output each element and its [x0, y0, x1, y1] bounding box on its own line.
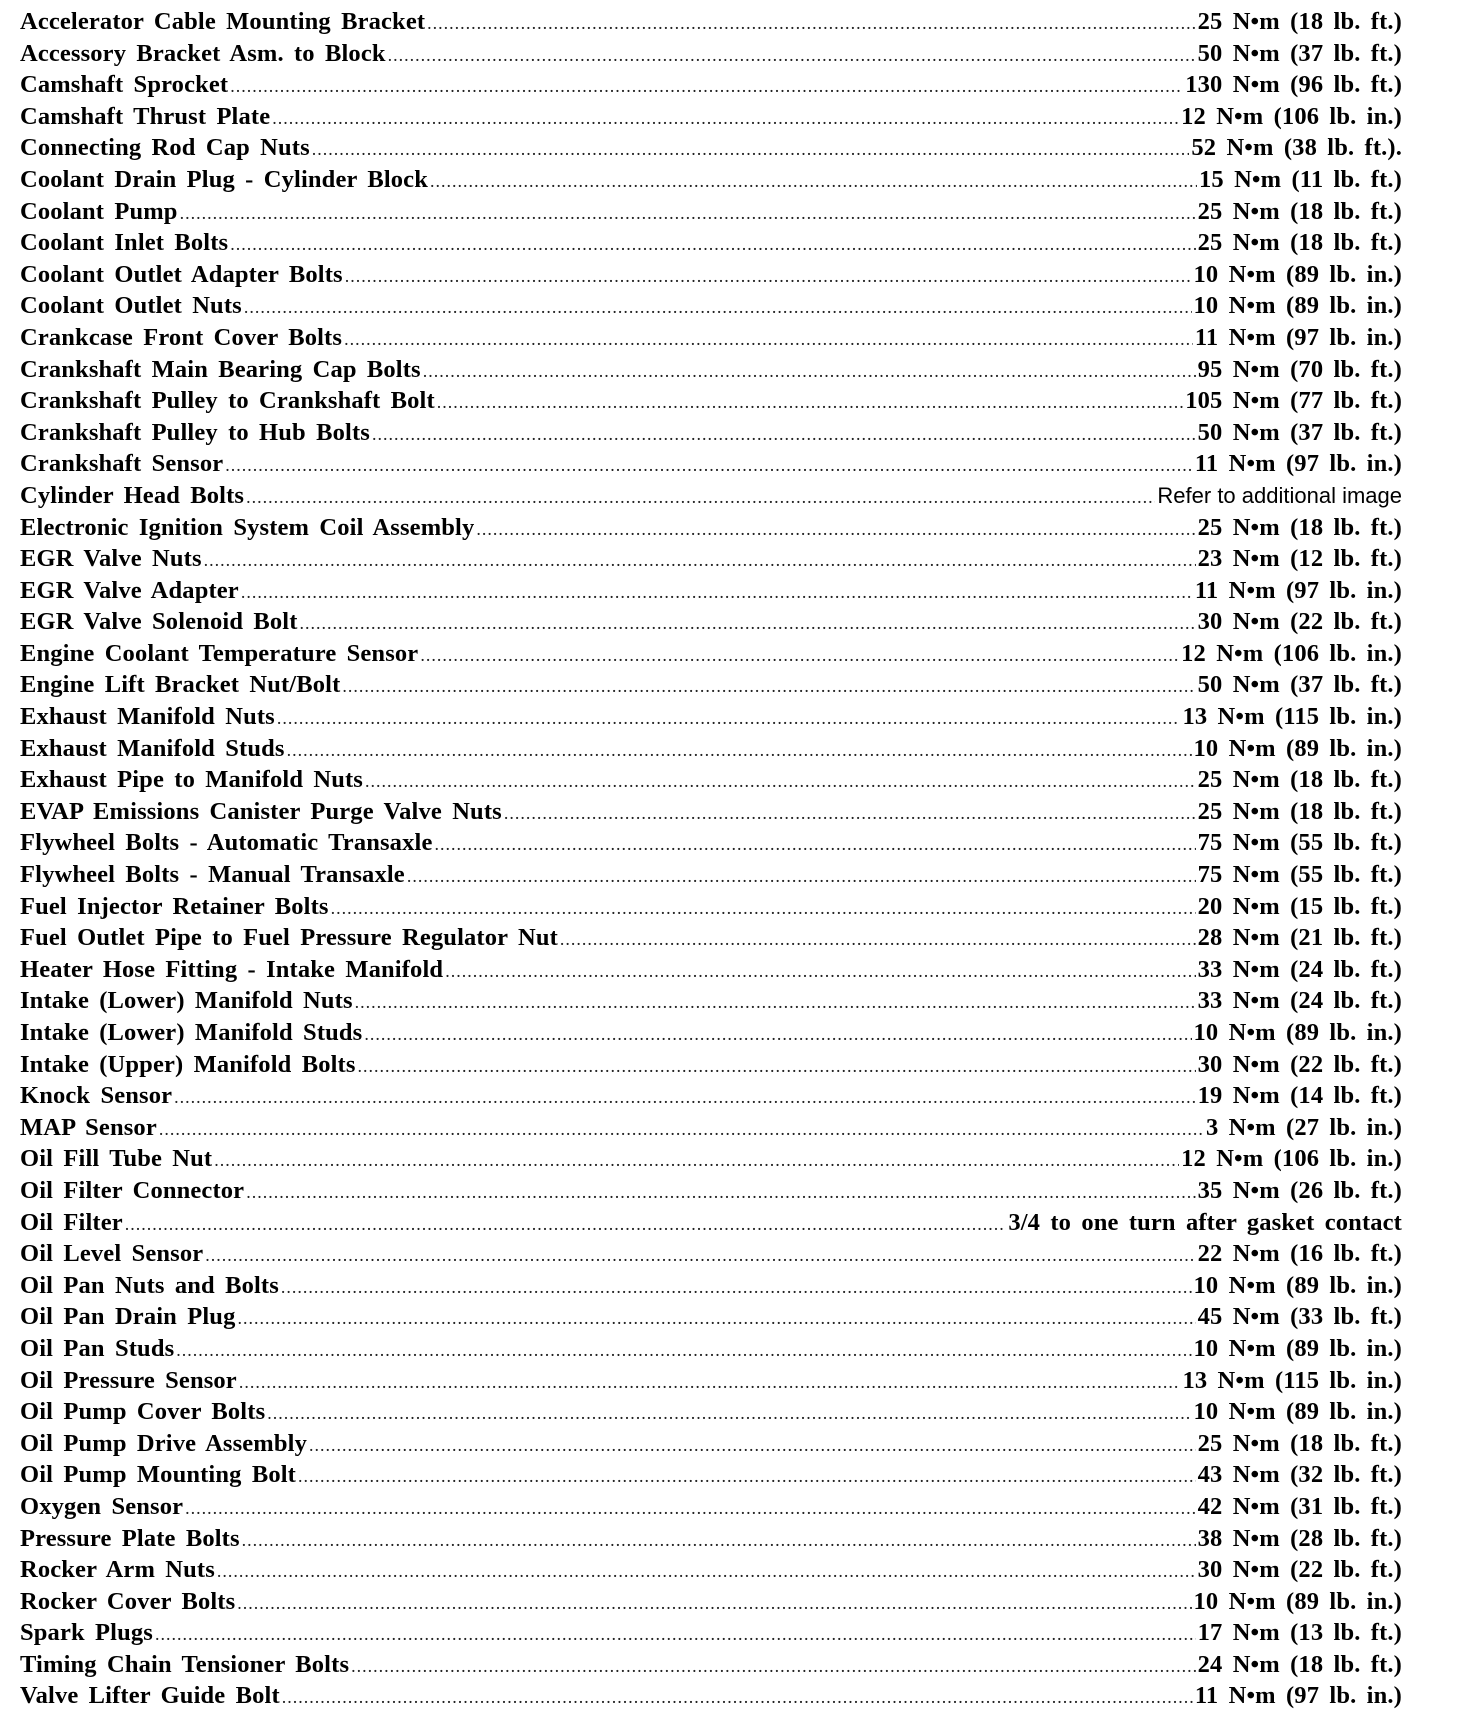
spec-torque-value: 3/4 to one turn after gasket contact — [1008, 1208, 1402, 1236]
dot-leader — [331, 898, 1196, 919]
spec-item-name: Flywheel Bolts - Manual Transaxle — [20, 861, 405, 889]
spec-row — [20, 1525, 1402, 1557]
spec-row — [20, 292, 1402, 324]
dot-leader — [445, 961, 1195, 982]
spec-item-name: Oil Pan Studs — [20, 1334, 175, 1362]
dot-leader — [309, 1435, 1196, 1456]
spec-item-name: Fuel Injector Retainer Bolts — [20, 892, 329, 920]
spec-item-name: Crankcase Front Cover Bolts — [20, 323, 343, 351]
spec-row — [20, 1177, 1402, 1209]
spec-torque-value: 35 N•m (26 lb. ft.) — [1197, 1176, 1402, 1204]
spec-row — [20, 861, 1402, 893]
spec-row — [20, 1619, 1402, 1651]
spec-row — [20, 166, 1402, 198]
spec-item-name: Engine Lift Bracket Nut/Bolt — [20, 671, 341, 699]
spec-torque-value: 50 N•m (37 lb. ft.) — [1197, 671, 1402, 699]
spec-torque-value: 3 N•m (27 lb. in.) — [1205, 1113, 1402, 1141]
spec-torque-value: 11 N•m (97 lb. in.) — [1194, 576, 1402, 604]
spec-item-name: Crankshaft Pulley to Crankshaft Bolt — [20, 387, 435, 415]
spec-item-name: Knock Sensor — [20, 1082, 173, 1110]
dot-leader — [388, 45, 1196, 66]
spec-item-name: Intake (Lower) Manifold Nuts — [20, 987, 353, 1015]
spec-row — [20, 703, 1402, 735]
spec-item-name: Oil Pump Mounting Bolt — [20, 1461, 296, 1489]
spec-item-name: Oil Pan Nuts and Bolts — [20, 1271, 279, 1299]
spec-row — [20, 671, 1402, 703]
spec-item-name: Coolant Outlet Nuts — [20, 292, 242, 320]
spec-item-name: Timing Chain Tensioner Bolts — [20, 1650, 350, 1678]
dot-leader — [560, 929, 1196, 950]
dot-leader — [239, 1372, 1181, 1393]
spec-torque-value: 33 N•m (24 lb. ft.) — [1197, 955, 1402, 983]
dot-leader — [344, 329, 1193, 350]
spec-row — [20, 893, 1402, 925]
spec-item-name: Heater Hose Fitting - Intake Manifold — [20, 955, 444, 983]
dot-leader — [427, 13, 1195, 34]
dot-leader — [205, 1245, 1195, 1266]
dot-leader — [281, 1277, 1192, 1298]
spec-item-name: MAP Sensor — [20, 1113, 157, 1141]
spec-item-name: Flywheel Bolts - Automatic Transaxle — [20, 829, 433, 857]
dot-leader — [176, 1340, 1191, 1361]
dot-leader — [204, 550, 1196, 571]
spec-row — [20, 387, 1402, 419]
dot-leader — [125, 1214, 1007, 1235]
spec-torque-value: 10 N•m (89 lb. in.) — [1193, 1271, 1402, 1299]
spec-row — [20, 1272, 1402, 1304]
spec-row — [20, 1398, 1402, 1430]
spec-item-name: Oil Pump Cover Bolts — [20, 1398, 266, 1426]
spec-torque-value: 75 N•m (55 lb. ft.) — [1197, 861, 1402, 889]
dot-leader — [437, 392, 1183, 413]
spec-torque-value: 11 N•m (97 lb. in.) — [1194, 1682, 1402, 1710]
dot-leader — [504, 803, 1196, 824]
dot-leader — [364, 1024, 1191, 1045]
spec-item-name: Camshaft Sprocket — [20, 71, 229, 99]
spec-item-name: Accelerator Cable Mounting Bracket — [20, 8, 426, 35]
spec-item-name: Crankshaft Pulley to Hub Bolts — [20, 418, 370, 446]
spec-item-name: Crankshaft Sensor — [20, 450, 224, 478]
spec-torque-value: 12 N•m (106 lb. in.) — [1181, 639, 1402, 667]
spec-item-name: Pressure Plate Bolts — [20, 1524, 240, 1552]
dot-leader — [246, 1182, 1195, 1203]
dot-leader — [342, 676, 1195, 697]
torque-spec-list — [20, 8, 1402, 1714]
spec-row — [20, 356, 1402, 388]
spec-torque-value: 10 N•m (89 lb. in.) — [1193, 1587, 1402, 1615]
dot-leader — [238, 1308, 1196, 1329]
spec-row — [20, 450, 1402, 482]
spec-torque-value: 42 N•m (31 lb. ft.) — [1197, 1492, 1402, 1520]
spec-item-name: EGR Valve Solenoid Bolt — [20, 608, 298, 636]
spec-item-name: Oil Fill Tube Nut — [20, 1145, 213, 1173]
spec-torque-value: 43 N•m (32 lb. ft.) — [1197, 1461, 1402, 1489]
spec-row — [20, 1303, 1402, 1335]
dot-leader — [476, 519, 1195, 540]
spec-row — [20, 40, 1402, 72]
spec-row — [20, 829, 1402, 861]
spec-torque-value: 11 N•m (97 lb. in.) — [1194, 323, 1402, 351]
spec-torque-value: 25 N•m (18 lb. ft.) — [1197, 766, 1402, 794]
spec-row — [20, 1209, 1402, 1241]
spec-torque-value: 10 N•m (89 lb. in.) — [1193, 734, 1402, 762]
spec-item-name: Coolant Pump — [20, 197, 178, 225]
spec-torque-value: 11 N•m (97 lb. in.) — [1194, 450, 1402, 478]
spec-item-name: Coolant Outlet Adapter Bolts — [20, 260, 343, 288]
spec-item-name: Oil Pump Drive Assembly — [20, 1429, 307, 1457]
spec-row — [20, 229, 1402, 261]
spec-torque-value: 10 N•m (89 lb. in.) — [1193, 1019, 1402, 1046]
spec-row — [20, 1335, 1402, 1367]
spec-row — [20, 1651, 1402, 1683]
spec-item-name: Engine Coolant Temperature Sensor — [20, 639, 419, 667]
spec-torque-value: 12 N•m (106 lb. in.) — [1181, 1145, 1402, 1173]
spec-torque-value: 25 N•m (18 lb. ft.) — [1197, 1429, 1402, 1457]
spec-item-name: EGR Valve Adapter — [20, 576, 239, 604]
dot-leader — [430, 171, 1197, 192]
spec-row — [20, 514, 1402, 546]
spec-torque-value: 130 N•m (96 lb. ft.) — [1185, 71, 1402, 99]
dot-leader — [365, 771, 1196, 792]
spec-row — [20, 956, 1402, 988]
spec-item-name: Coolant Drain Plug - Cylinder Block — [20, 165, 428, 193]
spec-torque-value: 10 N•m (89 lb. in.) — [1193, 1334, 1402, 1362]
spec-row — [20, 1367, 1402, 1399]
spec-row — [20, 198, 1402, 230]
dot-leader — [230, 234, 1195, 255]
spec-item-name: Cylinder Head Bolts — [20, 481, 245, 509]
spec-item-name: Camshaft Thrust Plate — [20, 102, 271, 130]
dot-leader — [434, 834, 1195, 855]
spec-row — [20, 640, 1402, 672]
spec-torque-value: 25 N•m (18 lb. ft.) — [1197, 197, 1402, 225]
spec-item-name: Exhaust Pipe to Manifold Nuts — [20, 766, 363, 794]
dot-leader — [407, 866, 1196, 887]
spec-torque-value: 10 N•m (89 lb. in.) — [1193, 260, 1402, 288]
spec-torque-value: 13 N•m (115 lb. in.) — [1182, 703, 1402, 731]
spec-torque-value: 33 N•m (24 lb. ft.) — [1197, 987, 1402, 1015]
spec-row — [20, 1240, 1402, 1272]
spec-row — [20, 1493, 1402, 1525]
dot-leader — [159, 1119, 1204, 1140]
spec-torque-value: 17 N•m (13 lb. ft.) — [1197, 1619, 1402, 1647]
dot-leader — [174, 1087, 1195, 1108]
spec-row — [20, 1019, 1402, 1051]
dot-leader — [246, 487, 1155, 508]
spec-row — [20, 1588, 1402, 1620]
dot-leader — [225, 455, 1193, 476]
spec-row — [20, 924, 1402, 956]
spec-row — [20, 103, 1402, 135]
spec-item-name: Intake (Lower) Manifold Studs — [20, 1019, 363, 1046]
spec-item-name: Oxygen Sensor — [20, 1492, 184, 1520]
spec-torque-value: 13 N•m (115 lb. in.) — [1182, 1366, 1402, 1394]
spec-item-name: EGR Valve Nuts — [20, 545, 202, 573]
spec-item-name: Oil Filter — [20, 1208, 123, 1236]
spec-item-name: Coolant Inlet Bolts — [20, 229, 229, 257]
spec-torque-value: 95 N•m (70 lb. ft.) — [1197, 355, 1402, 383]
dot-leader — [230, 76, 1183, 97]
spec-item-name: Electronic Ignition System Coil Assembly — [20, 513, 475, 541]
spec-row — [20, 545, 1402, 577]
spec-row — [20, 766, 1402, 798]
dot-leader — [287, 740, 1192, 761]
spec-torque-value: 19 N•m (14 lb. ft.) — [1197, 1082, 1402, 1110]
spec-item-name: Spark Plugs — [20, 1619, 153, 1647]
dot-leader — [351, 1656, 1196, 1677]
spec-row — [20, 482, 1402, 514]
spec-torque-value: 75 N•m (55 lb. ft.) — [1197, 829, 1402, 857]
spec-item-name: Fuel Outlet Pipe to Fuel Pressure Regulator Nut — [20, 924, 558, 952]
dot-leader — [237, 1593, 1191, 1614]
dot-leader — [241, 582, 1193, 603]
spec-item-name: Crankshaft Main Bearing Cap Bolts — [20, 355, 421, 383]
spec-torque-value: 105 N•m (77 lb. ft.) — [1185, 387, 1402, 415]
spec-row — [20, 608, 1402, 640]
spec-torque-value: 38 N•m (28 lb. ft.) — [1197, 1524, 1402, 1552]
spec-torque-value: 23 N•m (12 lb. ft.) — [1197, 545, 1402, 573]
spec-row — [20, 1051, 1402, 1083]
spec-item-name: Exhaust Manifold Nuts — [20, 703, 275, 731]
spec-torque-value: 25 N•m (18 lb. ft.) — [1197, 229, 1402, 257]
dot-leader — [423, 361, 1196, 382]
dot-leader — [345, 266, 1192, 287]
spec-torque-value: 24 N•m (18 lb. ft.) — [1197, 1650, 1402, 1678]
dot-leader — [180, 203, 1196, 224]
dot-leader — [272, 108, 1179, 129]
spec-torque-value: 45 N•m (33 lb. ft.) — [1197, 1303, 1402, 1331]
spec-row — [20, 1145, 1402, 1177]
spec-item-name: Oil Level Sensor — [20, 1240, 204, 1268]
spec-torque-value: 22 N•m (16 lb. ft.) — [1197, 1240, 1402, 1268]
spec-item-name: Accessory Bracket Asm. to Block — [20, 39, 386, 67]
dot-leader — [267, 1403, 1191, 1424]
dot-leader — [185, 1498, 1195, 1519]
spec-item-name: Valve Lifter Guide Bolt — [20, 1682, 280, 1710]
spec-torque-value: 28 N•m (21 lb. ft.) — [1197, 924, 1402, 952]
dot-leader — [300, 613, 1196, 634]
dot-leader — [355, 992, 1196, 1013]
spec-torque-value: 25 N•m (18 lb. ft.) — [1197, 8, 1402, 35]
spec-row — [20, 987, 1402, 1019]
spec-torque-value: 25 N•m (18 lb. ft.) — [1197, 513, 1402, 541]
spec-torque-value: 15 N•m (11 lb. ft.) — [1199, 165, 1402, 193]
dot-leader — [214, 1150, 1179, 1171]
spec-row — [20, 134, 1402, 166]
dot-leader — [277, 708, 1181, 729]
spec-row — [20, 1082, 1402, 1114]
spec-item-name: EVAP Emissions Canister Purge Valve Nuts — [20, 797, 502, 825]
spec-row — [20, 1556, 1402, 1588]
dot-leader — [282, 1687, 1193, 1708]
spec-row — [20, 1682, 1402, 1714]
spec-item-name: Oil Pressure Sensor — [20, 1366, 237, 1394]
dot-leader — [155, 1624, 1196, 1645]
spec-row — [20, 419, 1402, 451]
spec-torque-value: 30 N•m (22 lb. ft.) — [1197, 1050, 1402, 1078]
spec-item-name: Connecting Rod Cap Nuts — [20, 134, 310, 162]
spec-torque-value: 20 N•m (15 lb. ft.) — [1197, 892, 1402, 920]
spec-row — [20, 261, 1402, 293]
spec-torque-value: 30 N•m (22 lb. ft.) — [1197, 1556, 1402, 1584]
spec-torque-value: 52 N•m (38 lb. ft.). — [1191, 134, 1402, 162]
spec-row — [20, 1430, 1402, 1462]
spec-torque-value: 50 N•m (37 lb. ft.) — [1197, 39, 1402, 67]
dot-leader — [420, 645, 1179, 666]
spec-row — [20, 798, 1402, 830]
spec-item-name: Rocker Cover Bolts — [20, 1587, 236, 1615]
spec-row — [20, 71, 1402, 103]
spec-torque-value: 10 N•m (89 lb. in.) — [1193, 292, 1402, 320]
spec-torque-value: 50 N•m (37 lb. ft.) — [1197, 418, 1402, 446]
spec-item-name: Exhaust Manifold Studs — [20, 734, 285, 762]
spec-item-name: Intake (Upper) Manifold Bolts — [20, 1050, 356, 1078]
dot-leader — [244, 297, 1192, 318]
dot-leader — [312, 139, 1190, 160]
dot-leader — [217, 1561, 1196, 1582]
spec-row — [20, 324, 1402, 356]
spec-torque-value: 30 N•m (22 lb. ft.) — [1197, 608, 1402, 636]
dot-leader — [372, 424, 1196, 445]
spec-item-name: Rocker Arm Nuts — [20, 1556, 215, 1584]
spec-torque-value: 12 N•m (106 lb. in.) — [1181, 102, 1402, 130]
spec-item-name: Oil Pan Drain Plug — [20, 1303, 236, 1331]
spec-row — [20, 1114, 1402, 1146]
spec-torque-value: 10 N•m (89 lb. in.) — [1193, 1398, 1402, 1426]
dot-leader — [298, 1466, 1196, 1487]
spec-torque-value: Refer to additional image — [1157, 482, 1402, 508]
spec-row — [20, 577, 1402, 609]
spec-row — [20, 735, 1402, 767]
dot-leader — [358, 1056, 1196, 1077]
spec-row — [20, 8, 1402, 40]
spec-torque-value: 25 N•m (18 lb. ft.) — [1197, 797, 1402, 825]
dot-leader — [242, 1530, 1196, 1551]
spec-item-name: Oil Filter Connector — [20, 1176, 245, 1204]
spec-row — [20, 1461, 1402, 1493]
